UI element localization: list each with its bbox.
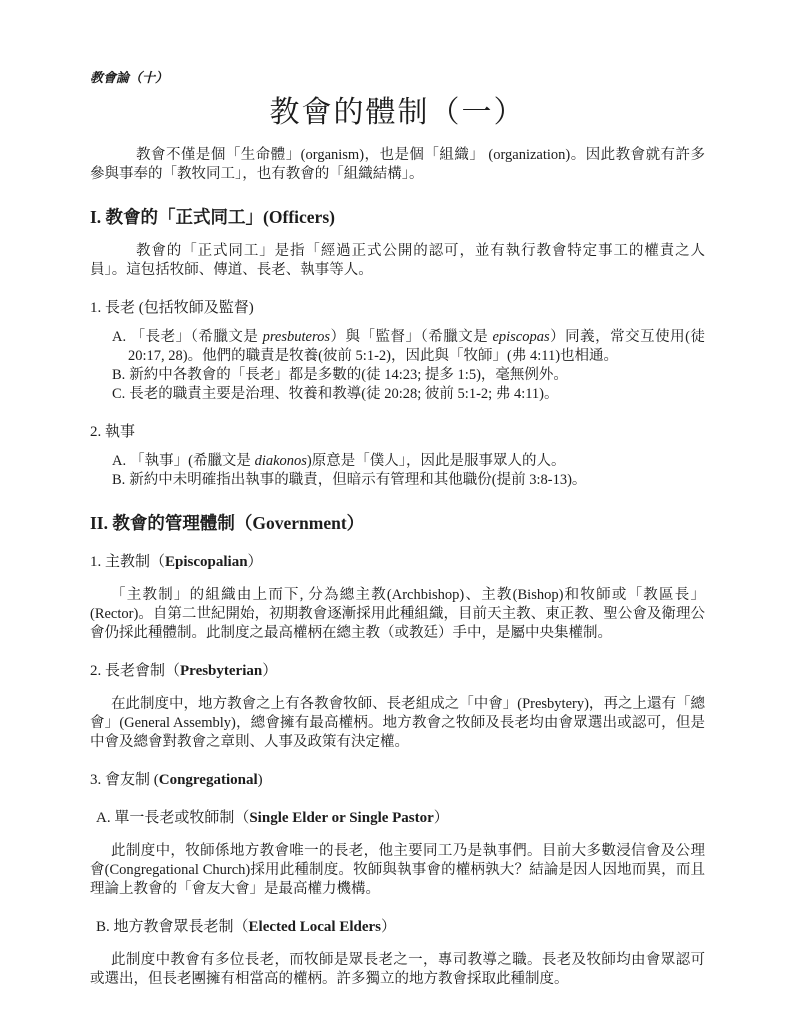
- list-item-elder-b: [90, 366, 705, 385]
- elders-list: [90, 328, 705, 404]
- local-elders-heading: [96, 917, 705, 937]
- greek-term: diakonos: [254, 453, 307, 469]
- greek-term: episcopas: [492, 329, 550, 345]
- item-marker: A.: [112, 329, 127, 345]
- heading-zh: ）: [262, 663, 278, 679]
- heading-zh: 2. 長老會制（: [90, 663, 181, 679]
- presbyterian-paragraph: 在此制度中，地方教會之上有各教會牧師、長老組成之「中會」(Presbytery)，再之上還有「總會」(General Assembly)，總會擁有最高權柄。地方教會之牧師及長老均由會眾選出或認可，但是中會及總會對教會之章則、人事及政策有決定權。: [90, 696, 705, 750]
- section-1-heading: I. 教會的「正式同工」(Officers): [90, 207, 335, 227]
- episcopalian-heading: [90, 552, 705, 572]
- item-text: 長老的職責主要是治理、牧養和教導(徒 20:28; 彼前 5:1-2; 弗 4:11)。: [129, 386, 559, 402]
- heading-zh: ）: [433, 810, 449, 826]
- heading-zh: ）: [247, 554, 263, 570]
- heading-en: Single Elder or Single Pastor: [249, 810, 434, 826]
- item-text: )原意是「僕人」，因此是服事眾人的人。: [306, 453, 566, 469]
- elders-heading: 1. 長老 (包括牧師及監督): [90, 300, 254, 316]
- item-text: 新約中未明確指出執事的職責，但暗示有管理和其他職份(提前 3:8-13)。: [129, 472, 587, 488]
- single-elder-heading: [96, 808, 705, 828]
- item-marker: C.: [112, 386, 126, 402]
- section-2-heading: II. 教會的管理體制（Government）: [90, 513, 365, 533]
- page-title: 教會的體制（一）: [269, 96, 526, 129]
- presbyterian-heading: [90, 661, 705, 681]
- item-text: 新約中各教會的「長老」都是多數的(徒 14:23; 提多 1:5)，毫無例外。: [129, 367, 568, 383]
- heading-en: Elected Local Elders: [248, 919, 381, 935]
- section-1-paragraph: 教會的「正式同工」是指「經過正式公開的認可，並有執行教會特定事工的權責之人員」。這包括牧師、傳道、長老、執事等人。: [90, 243, 705, 278]
- heading-en: Episcopalian: [165, 554, 248, 570]
- intro-paragraph: 教會不僅是個「生命體」(organism)，也是個「組織」 (organization)。因此教會就有許多參與事奉的「教牧同工」，也有教會的「組織結構」。: [90, 147, 705, 182]
- heading-en: Congregational: [158, 772, 258, 788]
- doc-series-label: 教會論（十）: [90, 70, 169, 85]
- heading-zh: 3. 會友制 (: [90, 772, 159, 788]
- greek-term: presbuteros: [262, 329, 330, 345]
- list-item-deacon-b: [90, 471, 705, 490]
- single-elder-paragraph: 此制度中，牧師係地方教會唯一的長老，他主要同工乃是執事們。目前大多數浸信會及公理會(Congregational Church)採用此種制度。牧師與執事會的權柄孰大？結論是因人因地而異，而且理論上教會的「會友大會」是最高權力機構。: [90, 843, 705, 897]
- item-text: 「執事」(希臘文是: [130, 453, 255, 469]
- heading-zh: A. 單一長老或牧師制（: [96, 810, 250, 826]
- heading-zh: ): [257, 772, 263, 788]
- congregational-heading: [90, 770, 705, 790]
- item-text: ）與「監督」（希臘文是: [329, 329, 493, 345]
- list-item-elder-a: [90, 328, 705, 366]
- list-item-deacon-a: [90, 452, 705, 471]
- deacons-list: [90, 452, 705, 490]
- heading-zh: 1. 主教制（: [90, 554, 166, 570]
- heading-zh: ）: [381, 919, 397, 935]
- heading-en: Presbyterian: [180, 663, 263, 679]
- list-item-elder-c: [90, 385, 705, 404]
- episcopalian-paragraph: 「主教制」的組織由上而下, 分為總主教(Archbishop)、主教(Bishop)和牧師或「教區長」(Rector)。自第二世紀開始，初期教會逐漸採用此種組織，目前天主教、東正教、聖公會及衛理公會仍採此種體制。此制度之最高權柄在總主教（或教廷）手中，是屬中央集權制。: [90, 587, 705, 641]
- local-elders-paragraph: 此制度中教會有多位長老，而牧師是眾長老之一，專司教導之職。長老及牧師均由會眾認可或選出，但長老團擁有相當高的權柄。許多獨立的地方教會採取此種制度。: [90, 952, 705, 987]
- item-marker: B.: [112, 367, 126, 383]
- item-text: 「長老」（希臘文是: [130, 329, 263, 345]
- item-marker: A.: [112, 453, 127, 469]
- item-text: ）同義，常交互使用(徒 20:17, 28)。他們的職責是牧養(彼前 5:1-2)，因此與「牧師」(弗 4:11)也相通。: [128, 329, 706, 364]
- deacons-heading: 2. 執事: [90, 424, 136, 440]
- item-marker: B.: [112, 472, 126, 488]
- heading-zh: B. 地方教會眾長老制（: [96, 919, 249, 935]
